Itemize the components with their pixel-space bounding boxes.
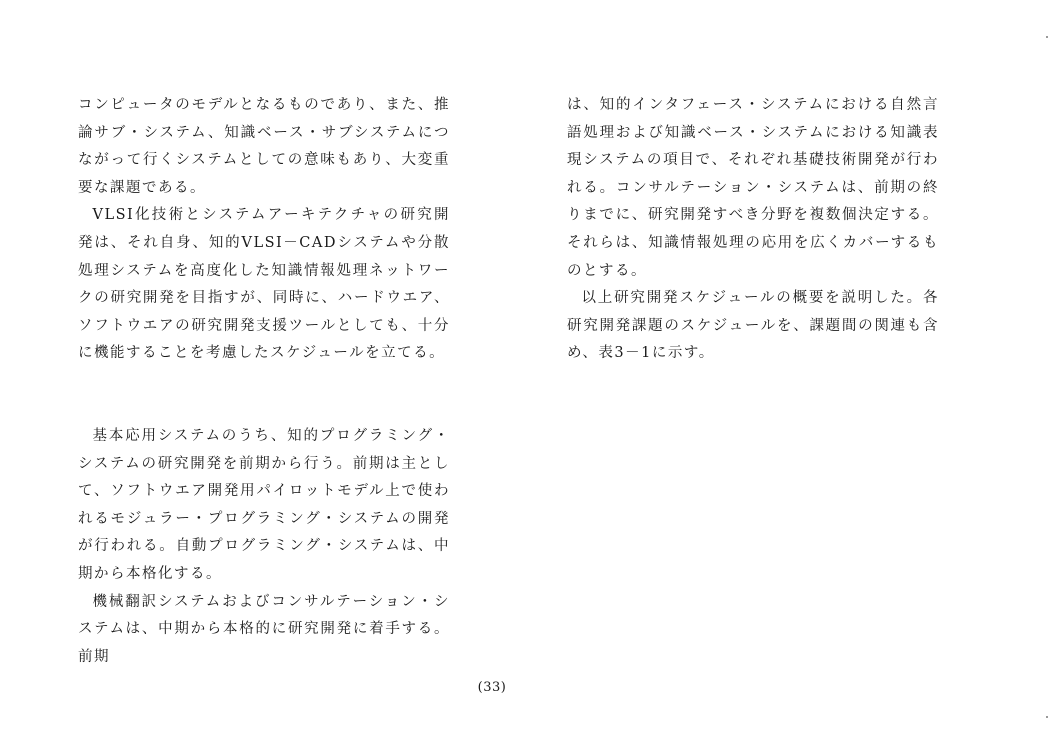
left-paragraph-4: 機械翻訳システムおよびコンサルテーション・システムは、中期から本格的に研究開発に着手する。前期	[78, 593, 450, 665]
left-text-column	[78, 92, 450, 671]
right-paragraph-1: は、知的インタフェース・システムにおける自然言語処理および知識ベース・システムにおける知識表現システムの項目で、それぞれ基礎技術開発が行われる。コンサルテーション・システムは、前期の終りまでに、研究開発すべき分野を複数個決定する。それらは、知識情報処理の応用を広くカバーするものとする。	[567, 97, 939, 279]
right-paragraph-2: 以上研究開発スケジュールの概要を説明した。各研究開発課題のスケジュールを、課題間の関連も含め、表3－1に示す。	[567, 290, 939, 362]
page-number: (33)	[477, 680, 507, 695]
left-paragraph-1: コンピュータのモデルとなるものであり、また、推論サブ・システム、知識ベース・サブシステムにつながって行くシステムとしての意味もあり、大変重要な課題である。	[78, 97, 450, 196]
right-text-column	[567, 92, 939, 368]
scan-edge-mark-bottom-right	[1046, 716, 1048, 718]
left-paragraph-2: VLSI化技術とシステムアーキテクチャの研究開発は、それ自身、知的VLSI－CADシステムや分散処理システムを高度化した知識情報処理ネットワークの研究開発を目指すが、同時に、ハードウエア、ソフトウエアの研究開発支援ツールとしても、十分に機能することを考慮したスケジュールを立てる。	[78, 207, 450, 362]
scan-edge-mark-top-right	[1046, 36, 1048, 38]
left-paragraph-3: 基本応用システムのうち、知的プログラミング・システムの研究開発を前期から行う。前期は主として、ソフトウエア開発用パイロットモデル上で使われるモジュラー・プログラミング・システムの開発が行われる。自動プログラミング・システムは、中期から本格化する。	[78, 427, 450, 582]
